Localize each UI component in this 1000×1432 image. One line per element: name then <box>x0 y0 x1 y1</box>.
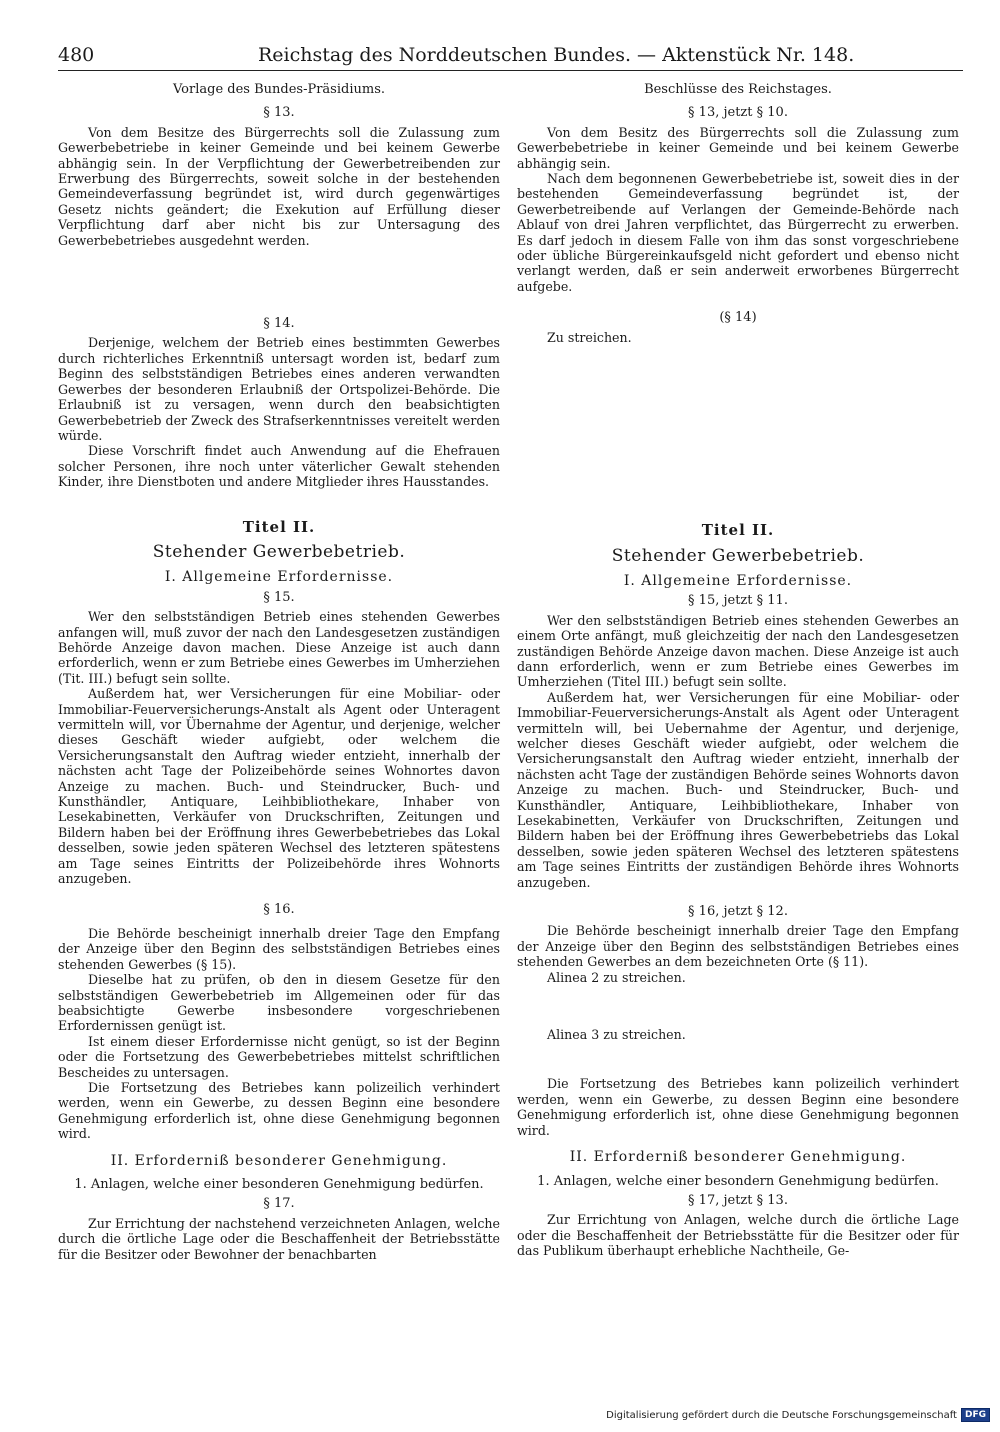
right-column <box>517 76 959 1259</box>
subpart-heading: 1. Anlagen, welche einer besondern Genehmigung bedürfen. <box>537 1173 939 1189</box>
part-heading: II. Erforderniß besonderer Genehmigung. <box>569 1149 907 1166</box>
paragraph: Ist einem dieser Erfordernisse nicht genügt, so ist der Beginn oder die Fortsetzung des Gewerbebetriebes mittelst schriftlichen Bescheides zu untersagen. <box>58 1033 500 1080</box>
paragraph: Nach dem begonnenen Gewerbebetriebe ist, soweit dies in der bestehenden Gemeindeverfassung begründet ist, der Gewerbetreibende auf Verlangen der Gemeinde-Behörde nach Ablauf von drei Jahren verpflichtet, das Bürgerrecht zu erwerben. Es darf jedoch in diesem Falle von ihm das sonst vorgeschriebene oder übliche Bürgereinkaufsgeld nicht gefordert und ebenso nicht verlangt werden, daß er sein anderweit erworbenes Bürgerrecht aufgebe. <box>517 171 959 294</box>
section-label: (§ 14) <box>719 310 757 326</box>
paragraph: Außerdem hat, wer Versicherungen für eine Mobiliar- oder Immobiliar-Feuerversicherungs-Anstalt als Agent oder Unteragent vermitteln will, vor Übernahme der Agentur, und derjenige, welcher dieses Geschäft wieder aufgiebt, oder welchem die Versicherungsanstalt den Auftrag wieder entzieht, innerhalb der nächsten acht Tage der Polizeibehörde seines Wohnortes davon Anzeige zu machen. Buch- und Steindrucker, Buch- und Kunsthändler, Antiquare, Leihbibliothekare, Inhaber von Lesekabinetten, Verkäufer von Druckschriften, Zeitungen und Bildern haben bei der Eröffnung ihres Gewerbebetriebes das Lokal desselben, sowie jeden späteren Wechsel des letzteren spätestens am Tage seines Eintritts der Polizeibehörde ihres Wohnorts anzugeben. <box>58 686 500 887</box>
dfg-logo-icon: DFG <box>961 1408 990 1422</box>
paragraph: Alinea 2 zu streichen. <box>547 969 686 985</box>
right-column-heading: Beschlüsse des Reichstages. <box>644 82 832 97</box>
paragraph: Die Fortsetzung des Betriebes kann polizeilich verhindert werden, wenn ein Gewerbe, zu dessen Beginn eine besondere Genehmigung erforderlich ist, ohne diese Genehmigung begonnen wird. <box>517 1076 959 1138</box>
title-subheading: Stehender Gewerbebetrieb. <box>611 545 865 566</box>
page-number: 480 <box>58 44 95 66</box>
part-heading: I. Allgemeine Erfordernisse. <box>623 572 853 589</box>
left-column <box>58 76 500 1262</box>
paragraph: Derjenige, welchem der Betrieb eines bestimmten Gewerbes durch richterliches Erkenntniß untersagt worden ist, bedarf zum Beginn des selbstständigen Betriebes eines anderen verwandten Gewerbes der besonderen Erlaubniß der Ortspolizei-Behörde. Die Erlaubniß ist zu versagen, wenn durch den beabsichtigten Gewerbebetrieb der Zweck des Strafserkenntnisses vereitelt werden würde. <box>58 335 500 443</box>
paragraph: Zur Errichtung von Anlagen, welche durch die örtliche Lage oder die Beschaffenheit der Betriebsstätte für die Besitzer oder für das Publikum überhaupt erhebliche Nachtheile, Ge- <box>517 1212 959 1259</box>
paragraph: Die Fortsetzung des Betriebes kann polizeilich verhindert werden, wenn ein Gewerbe, zu dessen Beginn eine besondere Genehmigung erforderlich ist, ohne diese Genehmigung begonnen wird. <box>58 1079 500 1142</box>
section-label: § 13. <box>263 105 295 121</box>
section-label: § 16. <box>263 902 295 918</box>
section-label: § 14. <box>263 316 295 332</box>
left-column-heading: Vorlage des Bundes-Präsidiums. <box>172 82 385 97</box>
title-heading: Titel II. <box>242 517 316 536</box>
paragraph: Wer den selbstständigen Betrieb eines stehenden Gewerbes an einem Orte anfängt, muß gleichzeitig der nach den Landesgesetzen zuständigen Behörde Anzeige davon machen. Diese Anzeige ist auch dann erforderlich, wenn er zum Betriebe eines Gewerbes im Umherziehen (Titel III.) befugt sein sollte. <box>517 612 959 690</box>
subpart-heading: 1. Anlagen, welche einer besonderen Genehmigung bedürfen. <box>74 1176 484 1192</box>
paragraph: Diese Vorschrift findet auch Anwendung auf die Ehefrauen solcher Personen, ihre noch unter väterlicher Gewalt stehenden Kinder, ihre Dienstboten und andere Mitglieder ihres Hausstandes. <box>58 443 500 490</box>
footer-credit <box>606 1408 990 1422</box>
paragraph: Zur Errichtung der nachstehend verzeichneten Anlagen, welche durch die örtliche Lage oder die Beschaffenheit der Betriebsstätte für die Besitzer oder Bewohner der benachbarten <box>58 1215 500 1262</box>
paragraph: Außerdem hat, wer Versicherungen für eine Mobiliar- oder Immobiliar-Feuerversicherungs-Anstalt als Agent oder Unteragent vermitteln will, bei Uebernahme der Agentur, und derjenige, welcher dieses Geschäft wieder aufgiebt, oder welchem die Versicherungsanstalt den Auftrag wieder entzieht, innerhalb der nächsten acht Tage der zuständigen Behörde seines Wohnorts davon Anzeige zu machen. Buch- und Steindrucker, Buch- und Kunsthändler, Antiquare, Leihbibliothekare, Inhaber von Lesekabinetten, Verkäufer von Druckschriften, Zeitungen und Bildern haben bei der Eröffnung ihres Gewerbebetriebs das Lokal desselben, sowie jeden späteren Wechsel des letzteren spätestens am Tage seines Eintritts der zuständigen Behörde ihres Wohnorts anzugeben. <box>517 689 959 890</box>
running-title: Reichstag des Norddeutschen Bundes. — Aktenstück Nr. 148. <box>258 44 855 66</box>
title-subheading: Stehender Gewerbebetrieb. <box>152 541 406 562</box>
section-label: § 15. <box>263 589 295 605</box>
paragraph: Die Behörde bescheinigt innerhalb dreier Tage den Empfang der Anzeige über den Beginn des selbstständigen Betriebes eines stehenden Gewerbes (§ 15). <box>58 925 500 972</box>
section-label: § 13, jetzt § 10. <box>688 105 788 121</box>
paragraph: Wer den selbstständigen Betrieb eines stehenden Gewerbes anfangen will, muß zuvor der nach den Landesgesetzen zuständigen Behörde Anzeige davon machen. Diese Anzeige ist auch dann erforderlich, wenn er zum Betriebe eines Gewerbes im Umherziehen (Tit. III.) befugt sein sollte. <box>58 609 500 686</box>
section-label: § 17, jetzt § 13. <box>688 1192 788 1208</box>
part-heading: II. Erforderniß besonderer Genehmigung. <box>110 1152 448 1169</box>
paragraph: Von dem Besitz des Bürgerrechts soll die Zulassung zum Gewerbebetriebe in keiner Gemeinde und bei keinem Gewerbe abhängig sein. <box>517 124 959 171</box>
part-heading: I. Allgemeine Erfordernisse. <box>164 569 394 586</box>
section-label: § 15, jetzt § 11. <box>688 593 788 609</box>
paragraph: Dieselbe hat zu prüfen, ob den in diesem Gesetze für den selbstständigen Gewerbebetrieb im Allgemeinen oder für das beabsichtigte Gewerbe insbesondere vorgeschriebenen Erfordernissen genügt ist. <box>58 972 500 1034</box>
section-label: § 17. <box>263 1196 295 1212</box>
paragraph: Alinea 3 zu streichen. <box>547 1027 686 1043</box>
title-heading: Titel II. <box>701 521 775 540</box>
paragraph: Die Behörde bescheinigt innerhalb dreier Tage den Empfang der Anzeige über den Beginn des selbstständigen Betriebes eines stehenden Gewerbes an dem bezeichneten Orte (§ 11). <box>517 923 959 970</box>
footer-text: Digitalisierung gefördert durch die Deutsche Forschungsgemeinschaft <box>606 1409 957 1421</box>
paragraph: Von dem Besitze des Bürgerrechts soll die Zulassung zum Gewerbebetriebe in keiner Gemeinde und bei keinem Gewerbe abhängig sein. In der Verpflichtung der Gewerbetreibenden zur Erwerbung des Bürgerrechts, soweit solche in der bestehenden Gemeindeverfassung begründet ist, wird durch gegenwärtiges Gesetz nichts geändert; die Exekution auf Erfüllung dieser Verpflichtung darf aber nicht bis zur Untersagung des Gewerbebetriebes ausgedehnt werden. <box>58 124 500 248</box>
paragraph: Zu streichen. <box>547 329 632 345</box>
section-label: § 16, jetzt § 12. <box>688 904 788 920</box>
page-header <box>58 40 963 71</box>
